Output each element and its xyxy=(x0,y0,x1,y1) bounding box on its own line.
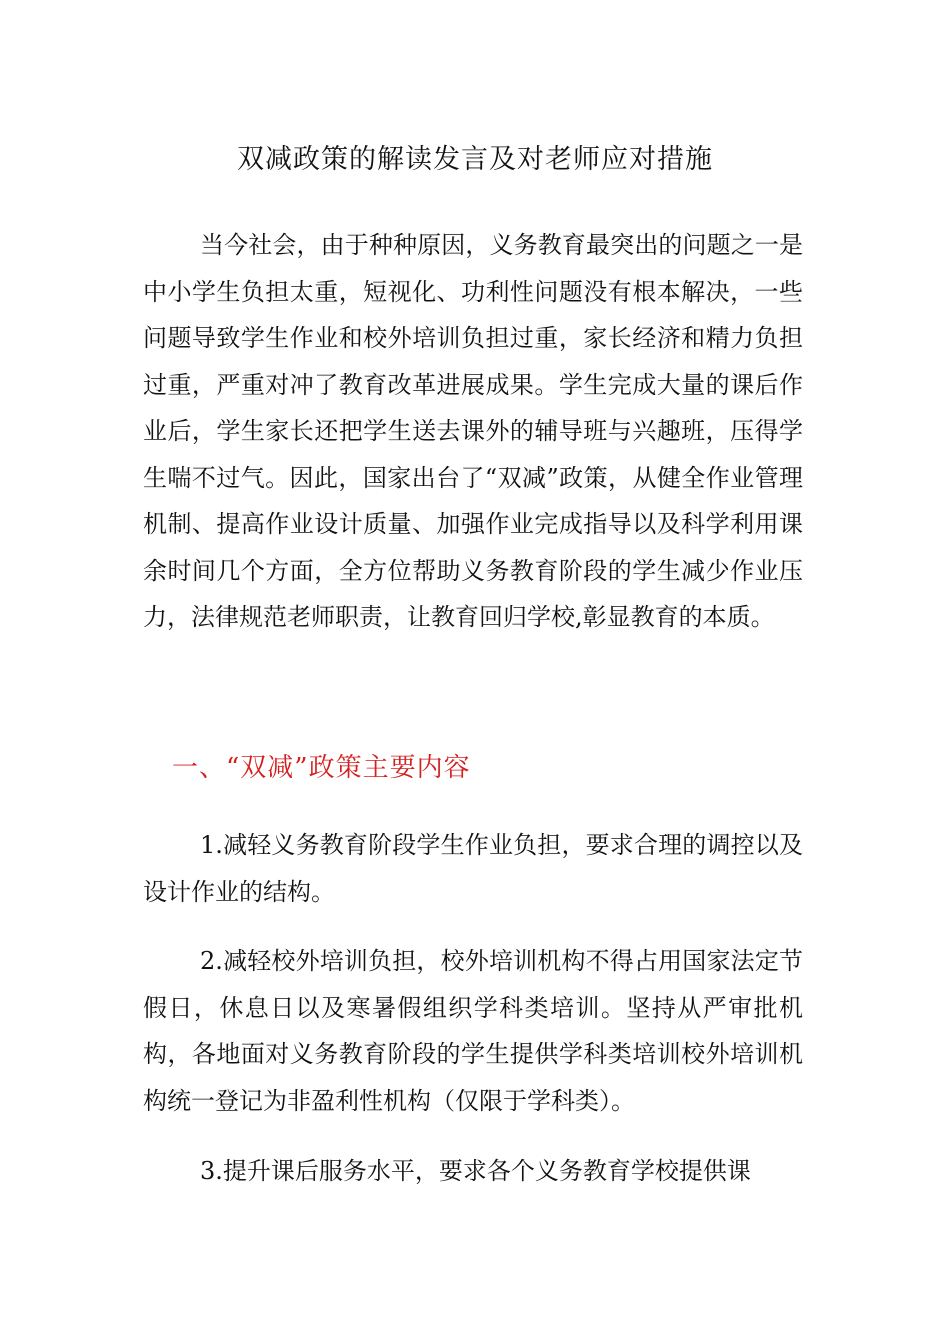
list-item-2: 2.减轻校外培训负担，校外培训机构不得占用国家法定节假日，休息日以及寒暑假组织学科类培训。坚持从严审批机构，各地面对义务教育阶段的学生提供学科类培训校外培训机构统一登记为非盈利性机构（仅限于学科类）。 xyxy=(143,947,803,1115)
document-title: 双减政策的解读发言及对老师应对措施 xyxy=(237,144,713,175)
intro-paragraph: 当今社会，由于种种原因，义务教育最突出的问题之一是中小学生负担太重，短视化、功利性问题没有根本解决，一些问题导致学生作业和校外培训负担过重，家长经济和精力负担过重，严重对冲了教育改革进展成果。学生完成大量的课后作业后，学生家长还把学生送去课外的辅导班与兴趣班，压得学生喘不过气。因此，国家出台了“双减”政策，从健全作业管理机制、提高作业设计质量、加强作业完成指导以及科学利用课余时间几个方面，全方位帮助义务教育阶段的学生减少作业压力，法律规范老师职责，让教育回归学校,彰显教育的本质。 xyxy=(143,231,803,631)
list-item-3: 3.提升课后服务水平，要求各个义务教育学校提供课 xyxy=(200,1157,751,1185)
section-heading: 一、“双减”政策主要内容 xyxy=(172,753,471,783)
list-item-1: 1.减轻义务教育阶段学生作业负担，要求合理的调控以及设计作业的结构。 xyxy=(143,831,803,906)
